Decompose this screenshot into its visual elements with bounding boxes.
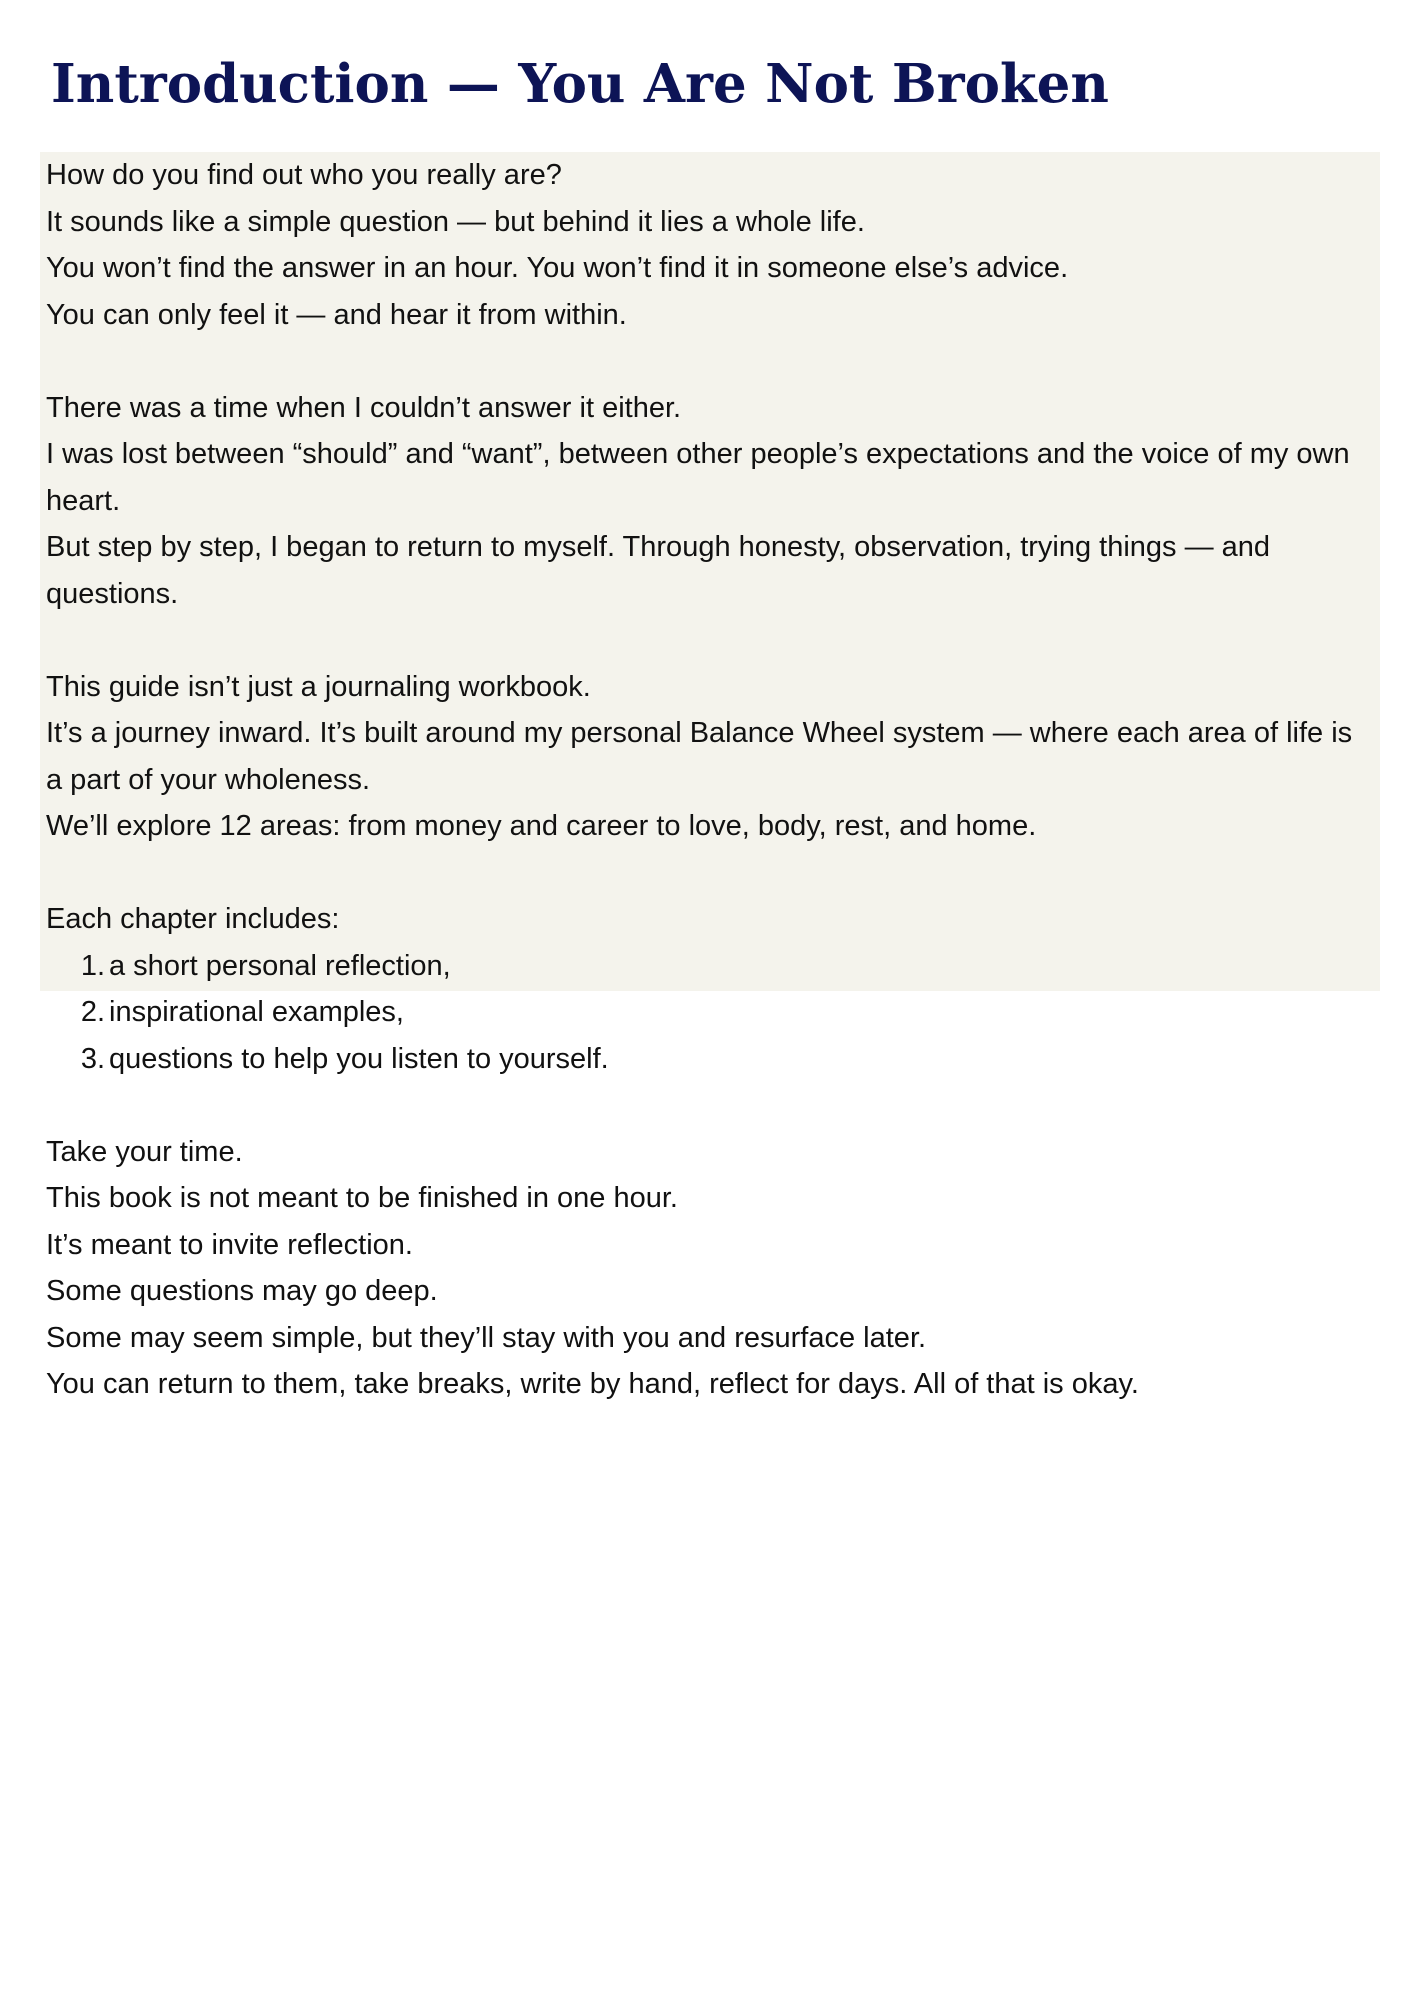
paragraph-gap [46,338,1374,385]
list-item-text: inspirational examples, [109,996,404,1028]
paragraph-line: It’s a journey inward. It’s built around my personal Balance Wheel system — where each area of life is a part of your wholeness. [46,717,1353,796]
paragraph-gap [46,850,1374,897]
list-item-number: 3. [80,1042,105,1075]
chapter-contents-list [46,943,1374,1083]
list-intro: Each chapter includes: [46,903,340,935]
list-item [46,943,1374,990]
intro-text-block [40,152,1380,1400]
paragraph-line: Some may seem simple, but they’ll stay with you and resurface later. [46,1321,927,1354]
list-item-text: questions to help you listen to yourself. [109,1042,609,1075]
paragraph-line: You won’t find the answer in an hour. You won’t find it in someone else’s advice. [46,252,1069,284]
paragraph-line: I was lost between “should” and “want”, between other people’s expectations and the voice of my own heart. [46,438,1350,517]
paragraph-line: It’s meant to invite reflection. [46,1228,413,1261]
paragraph-line: How do you find out who you really are? [46,159,562,191]
paragraph-gap [46,1082,1374,1129]
paragraph-line: This guide isn’t just a journaling workbook. [46,670,591,703]
paragraph-line: It sounds like a simple question — but behind it lies a whole life. [46,205,865,238]
paragraph-line: Take your time. [46,1135,243,1168]
paragraph-line: But step by step, I began to return to myself. Through honesty, observation, trying things — and questions. [46,531,1271,610]
list-item-number: 2. [80,996,105,1028]
paragraph-line: This book is not meant to be finished in one hour. [46,1182,678,1214]
paragraph-line: Some questions may go deep. [46,1275,438,1307]
paragraph-line: You can return to them, take breaks, write by hand, reflect for days. All of that is okay. [46,1368,1139,1400]
paragraph-gap [46,617,1374,664]
list-item [46,1036,1374,1083]
page-title: Introduction — You Are Not Broken [51,53,1109,115]
paragraph-line: We’ll explore 12 areas: from money and career to love, body, rest, and home. [46,810,1037,842]
list-item [46,989,1374,1036]
list-item-text: a short personal reflection, [109,949,451,982]
paragraph-line: There was a time when I couldn’t answer it either. [46,391,682,424]
list-item-number: 1. [80,949,105,982]
paragraph-line: You can only feel it — and hear it from within. [46,298,627,331]
